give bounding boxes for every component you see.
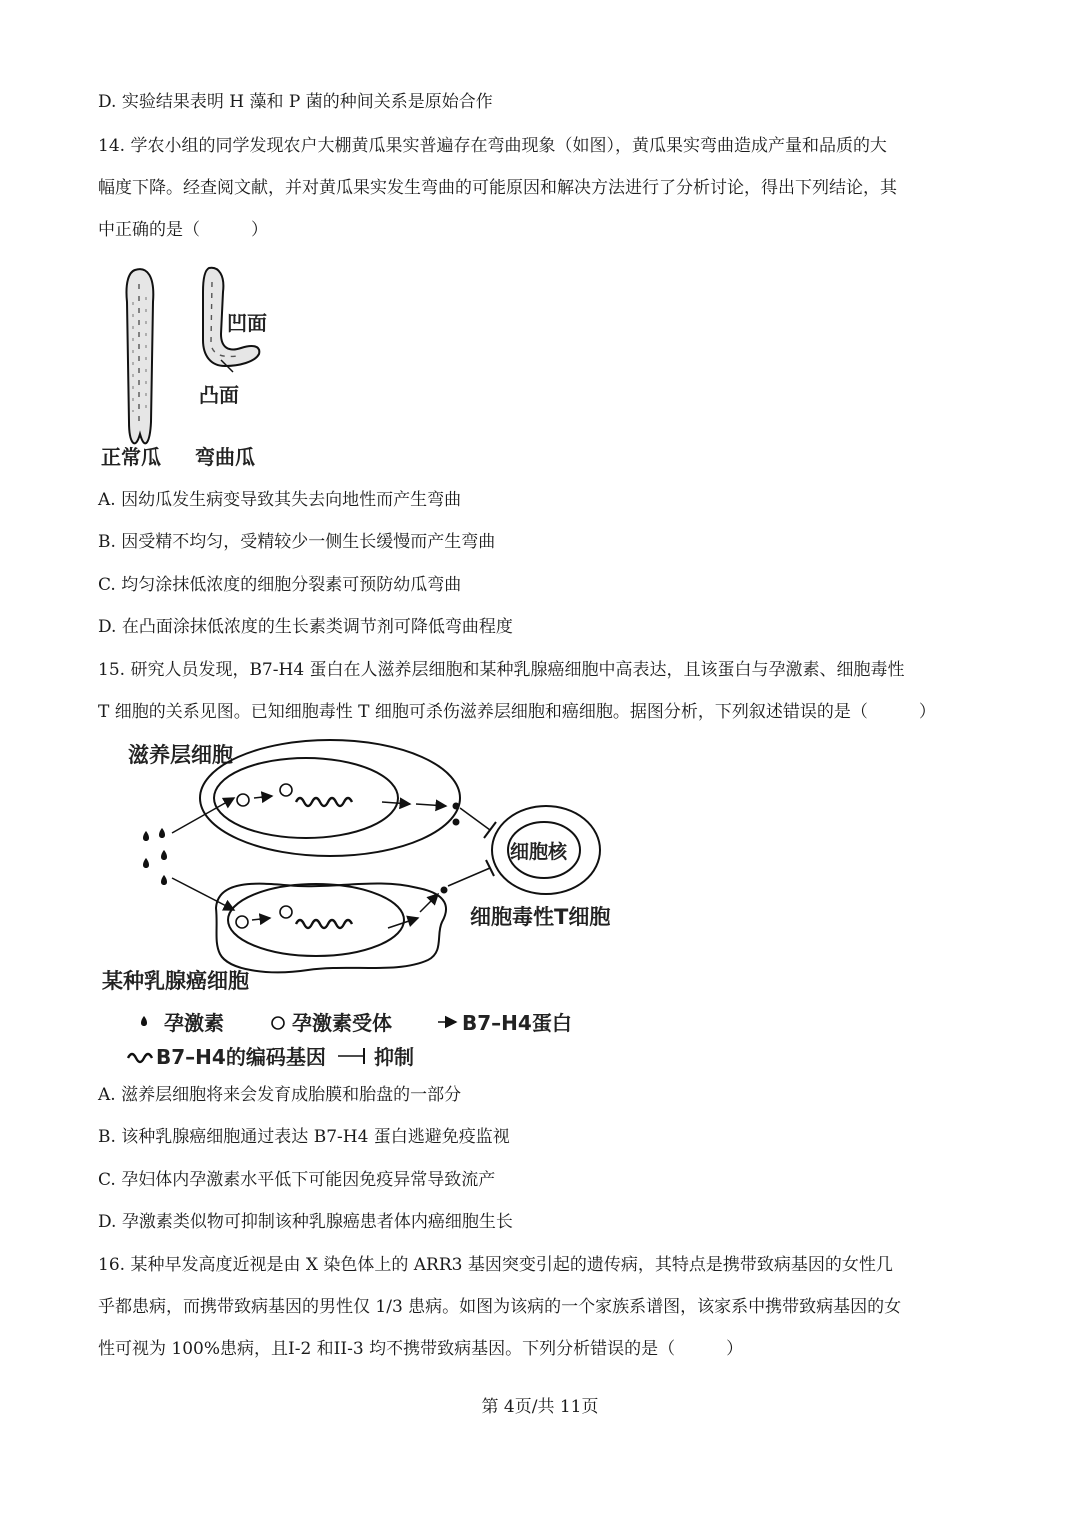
legend-protein: B7–H4蛋白 [462, 1011, 572, 1035]
q16-stem-line3: 性可视为 100%患病，且I-2 和II-3 均不携带致病基因。下列分析错误的是（ ） [98, 1339, 744, 1359]
gene-legend-icon [128, 1054, 152, 1062]
q13-option-d: D. 实验结果表明 H 藻和 P 菌的种间关系是原始合作 [98, 92, 493, 112]
progesterone-molecules [143, 828, 167, 885]
q15-stem-line1: 15. 研究人员发现，B7-H4 蛋白在人滋养层细胞和某种乳腺癌细胞中高表达，且该蛋白与孕激素、细胞毒性 [98, 660, 905, 680]
q14-stem-line3: 中正确的是（ ） [98, 220, 268, 240]
legend-inhibit: 抑制 [374, 1045, 414, 1069]
q16-stem-line1: 16. 某种早发高度近视是由 X 染色体上的 ARR3 基因突变引起的遗传病，其特点是携带致病基因的女性几 [98, 1255, 893, 1275]
q15-option-c: C. 孕妇体内孕激素水平低下可能因免疫异常导致流产 [98, 1170, 496, 1190]
label-bent-cucumber: 弯曲瓜 [195, 445, 255, 469]
q15-option-d: D. 孕激素类似物可抑制该种乳腺癌患者体内癌细胞生长 [98, 1212, 513, 1232]
page-footer: 第 4页/共 11页 [481, 1397, 599, 1417]
figure-legend [128, 1011, 572, 1069]
cucumber-figure [95, 262, 295, 474]
legend-gene: B7–H4的编码基因 [156, 1045, 326, 1069]
q14-option-b: B. 因受精不均匀，受精较少一侧生长缓慢而产生弯曲 [98, 532, 496, 552]
q16-stem-line2: 乎都患病，而携带致病基因的男性仅 1/3 患病。如图为该病的一个家族系谱图，该家系中携带致病基因的女 [98, 1297, 902, 1317]
q14-option-d: D. 在凸面涂抹低浓度的生长素类调节剂可降低弯曲程度 [98, 617, 513, 637]
label-t-cell: 细胞毒性T细胞 [470, 905, 611, 929]
progesterone-legend-icon [141, 1016, 147, 1026]
legend-receptor: 孕激素受体 [292, 1011, 392, 1035]
q14-option-a: A. 因幼瓜发生病变导致其失去向地性而产生弯曲 [98, 490, 462, 510]
label-cancer-cell: 某种乳腺癌细胞 [102, 969, 249, 993]
normal-cucumber-drawing [126, 269, 153, 443]
q15-stem-line2: T 细胞的关系见图。已知细胞毒性 T 细胞可杀伤滋养层细胞和癌细胞。据图分析，下列叙述错误的是（ ） [98, 702, 936, 722]
label-normal-cucumber: 正常瓜 [101, 445, 161, 469]
label-convex: 凸面 [199, 383, 239, 407]
q15-option-a: A. 滋养层细胞将来会发育成胎膜和胎盘的一部分 [98, 1085, 462, 1105]
receptor-legend-icon [272, 1017, 284, 1029]
trophoblast-cell-drawing [200, 740, 496, 856]
q14-stem-line2: 幅度下降。经查阅文献，并对黄瓜果实发生弯曲的可能原因和解决方法进行了分析讨论，得出下列结论，其 [98, 178, 897, 198]
label-trophoblast-cell: 滋养层细胞 [128, 743, 233, 767]
q14-option-c: C. 均匀涂抹低浓度的细胞分裂素可预防幼瓜弯曲 [98, 575, 462, 595]
q15-option-b: B. 该种乳腺癌细胞通过表达 B7-H4 蛋白逃避免疫监视 [98, 1127, 510, 1147]
label-nucleus: 细胞核 [510, 841, 568, 863]
label-concave: 凹面 [227, 311, 267, 335]
b7h4-figure [98, 738, 618, 1073]
q14-stem-line1: 14. 学农小组的同学发现农户大棚黄瓜果实普遍存在弯曲现象（如图），黄瓜果实弯曲造成产量和品质的大 [98, 136, 887, 156]
legend-progesterone: 孕激素 [164, 1011, 224, 1035]
cancer-cell-drawing [216, 860, 494, 972]
